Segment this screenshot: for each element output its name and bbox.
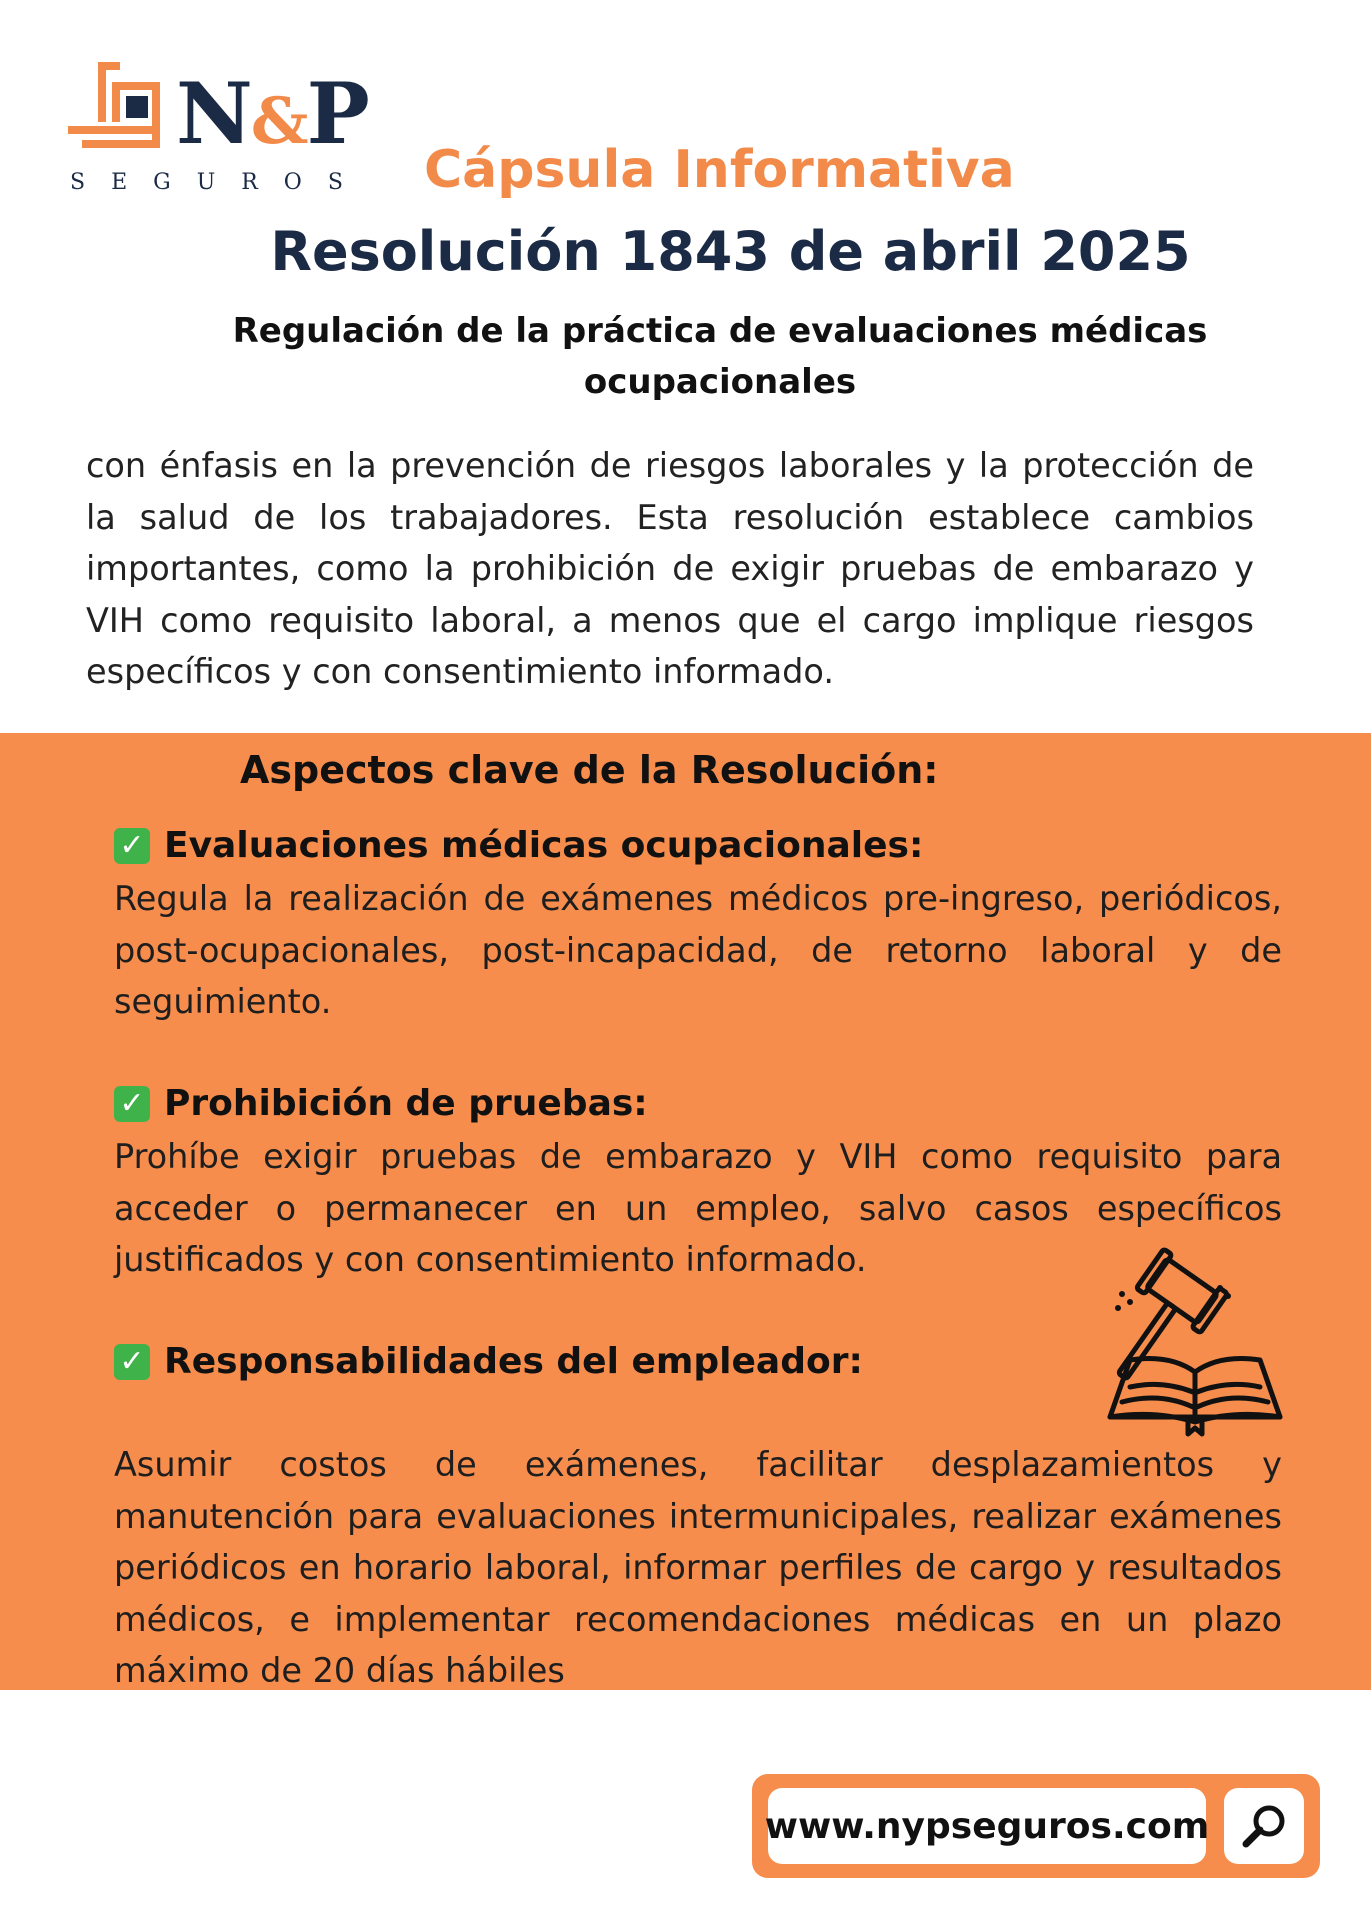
company-logo	[68, 62, 378, 202]
logo-wordmark: N&P	[176, 64, 368, 163]
gavel-book-icon	[1100, 1242, 1290, 1437]
search-button[interactable]	[1224, 1788, 1304, 1864]
check-mark-icon: ✓	[114, 828, 150, 864]
aspect-item	[114, 819, 1282, 1028]
aspect-title: Prohibición de pruebas:	[164, 1083, 648, 1124]
magnifier-icon	[1239, 1801, 1289, 1851]
aspect-title: Responsabilidades del empleador:	[164, 1341, 863, 1382]
document-subtitle: Regulación de la práctica de evaluaciones médicas ocupacionales	[232, 311, 1208, 402]
aspect-text: Regula la realización de exámenes médicos pre-ingreso, periódicos, post-ocupacionales, post-incapacidad, de retorno laboral y de seguimiento.	[114, 879, 1282, 1021]
aspect-text: Asumir costos de exámenes, facilitar desplazamientos y manutención para evaluaciones intermunicipales, realizar exámenes periódicos en horario laboral, informar perfiles de cargo y resultados médicos, e implementar recomendaciones médicas en un plazo máximo de 20 días hábiles	[114, 1445, 1282, 1690]
document-title: Resolución 1843 de abril 2025	[270, 220, 1191, 283]
check-mark-icon: ✓	[114, 1344, 150, 1380]
key-aspects-section	[0, 733, 1371, 1690]
check-mark-icon: ✓	[114, 1086, 150, 1122]
aspect-title: Evaluaciones médicas ocupacionales:	[164, 825, 924, 866]
capsule-title: Cápsula Informativa	[424, 140, 1015, 200]
logo-ampersand: &	[250, 84, 307, 159]
intro-paragraph: con énfasis en la prevención de riesgos laborales y la protección de la salud de los trabajadores. Esta resolución establece cambios importantes, como la prohibición de exigir pruebas de embarazo y VIH como requisito laboral, a menos que el cargo implique riesgos específicos y con consentimiento informado.	[86, 446, 1254, 691]
logo-mark-icon	[68, 62, 160, 158]
logo-subtitle: SEGUROS	[70, 170, 369, 195]
section-heading: Aspectos clave de la Resolución:	[240, 748, 939, 792]
website-url[interactable]: www.nypseguros.com	[768, 1788, 1206, 1864]
website-search-bar	[752, 1774, 1320, 1878]
aspect-text: Prohíbe exigir pruebas de embarazo y VIH como requisito para acceder o permanecer en un empleo, salvo casos específicos justificados y con consentimiento informado.	[114, 1137, 1282, 1279]
